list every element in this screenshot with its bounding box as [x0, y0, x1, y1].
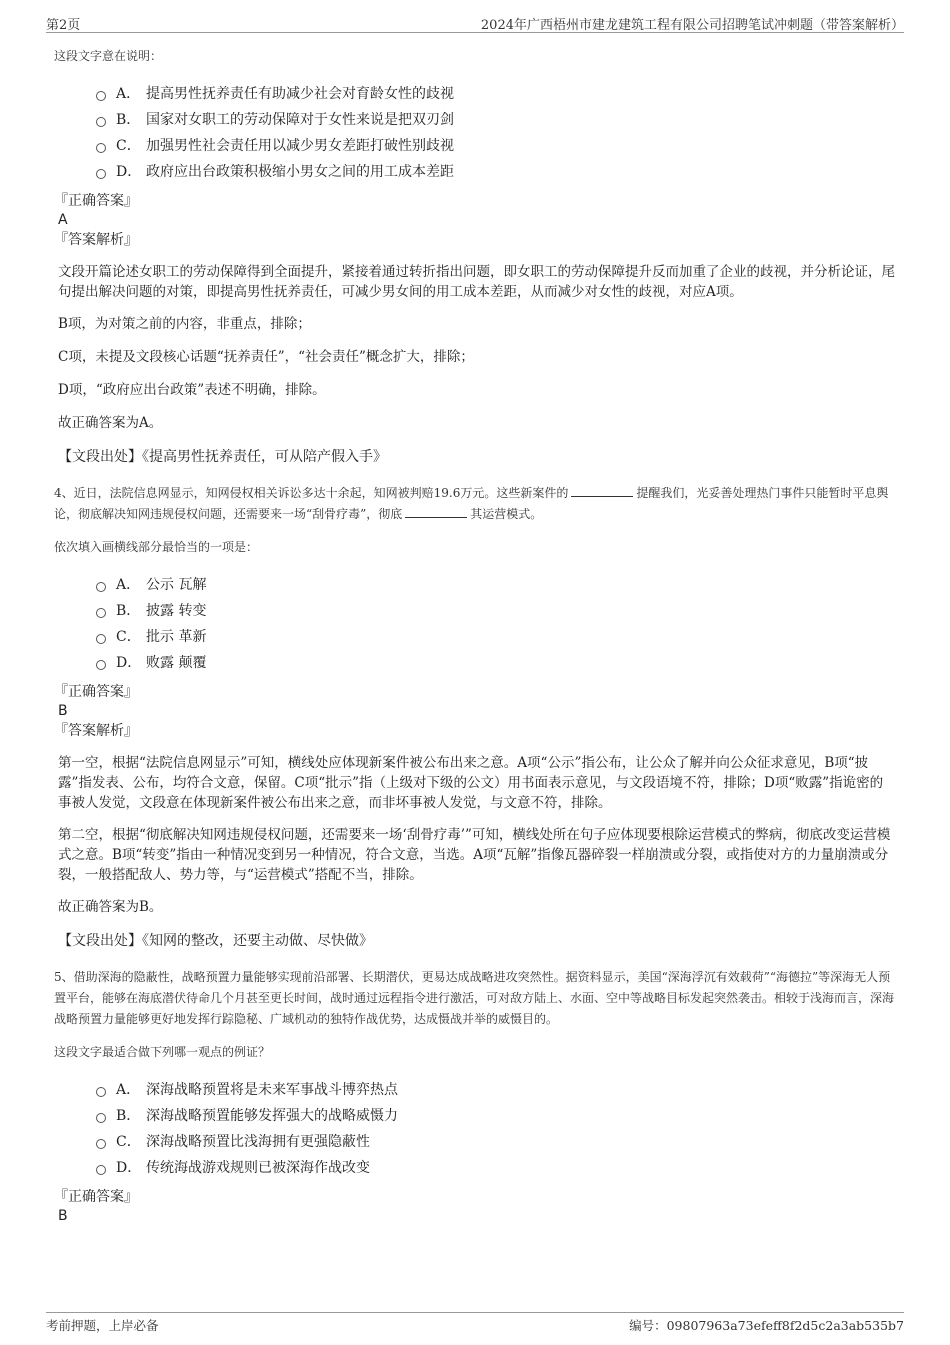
radio-icon[interactable] — [96, 634, 106, 644]
document-body — [54, 46, 896, 1226]
source-citation: 【文段出处】《提高男性抚养责任，可从陪产假入手》 — [58, 449, 387, 465]
option-b[interactable] — [96, 1103, 896, 1129]
blank-line — [571, 484, 633, 497]
option-a[interactable] — [96, 1077, 896, 1103]
option-letter: C． — [116, 1134, 141, 1150]
options-list — [54, 81, 896, 185]
option-d[interactable] — [96, 1155, 896, 1181]
option-letter: D． — [116, 164, 142, 180]
page-number: 第2页 — [46, 18, 81, 33]
footer-slogan: 考前押题，上岸必备 — [46, 1318, 159, 1333]
analysis-paragraph: C项，未提及文段核心话题“抚养责任”，“社会责任”概念扩大，排除； — [58, 349, 474, 365]
option-text: 传统海战游戏规则已被深海作战改变 — [146, 1160, 370, 1176]
question-prompt: 这段文字意在说明： — [54, 49, 163, 63]
analysis-paragraph: D项，“政府应出台政策”表述不明确，排除。 — [58, 382, 326, 398]
analysis-paragraph: 文段开篇论述女职工的劳动保障得到全面提升，紧接着通过转折指出问题，即女职工的劳动保障提升反而加重了企业的歧视，并分析论证，尾句提出解决问题的对策，即提高男性抚养责任，可减少男女间的用工成本差距，从而减少对女性的歧视，对应A项。 — [58, 264, 895, 300]
correct-answer: A — [58, 212, 68, 228]
analysis-paragraph: 故正确答案为A。 — [58, 415, 163, 431]
option-letter: D． — [116, 1160, 142, 1176]
blank-line — [405, 505, 467, 518]
document-title: 2024年广西梧州市建龙建筑工程有限公司招聘笔试冲刺题（带答案解析） — [480, 18, 904, 33]
option-letter: A． — [116, 1082, 141, 1098]
option-text: 深海战略预置能够发挥强大的战略威慑力 — [146, 1108, 398, 1124]
option-a[interactable] — [96, 81, 896, 107]
option-text: 深海战略预置将是未来军事战斗博弈热点 — [146, 1082, 398, 1098]
stem-part: 其运营模式。 — [470, 507, 543, 521]
radio-icon[interactable] — [96, 1113, 106, 1123]
question-4 — [54, 483, 896, 951]
correct-answer: B — [58, 1208, 68, 1224]
analysis-label: 『答案解析』 — [54, 723, 138, 739]
option-letter: D． — [116, 655, 142, 671]
stem-part: 提醒我们，光妥善处理热门事件只能暂时平息舆论，彻底解决知网违规侵权问题，还需要来一场“刮骨疗毒”，彻底 — [54, 486, 889, 521]
correct-answer: B — [58, 703, 68, 719]
option-text: 国家对女职工的劳动保障对于女性来说是把双刃剑 — [146, 112, 454, 128]
radio-icon[interactable] — [96, 608, 106, 618]
radio-icon[interactable] — [96, 169, 106, 179]
option-letter: A． — [116, 577, 141, 593]
option-d[interactable] — [96, 159, 896, 185]
option-text: 败露 颠覆 — [146, 655, 207, 671]
option-text: 提高男性抚养责任有助减少社会对育龄女性的歧视 — [146, 86, 454, 102]
question-stem — [54, 483, 896, 525]
page-footer — [46, 1312, 904, 1335]
radio-icon[interactable] — [96, 91, 106, 101]
option-d[interactable] — [96, 650, 896, 676]
radio-icon[interactable] — [96, 582, 106, 592]
analysis-paragraph: 故正确答案为B。 — [58, 899, 163, 915]
options-list — [54, 572, 896, 676]
question-prompt: 依次填入画横线部分最恰当的一项是： — [54, 540, 259, 554]
answer-label: 『正确答案』 — [54, 1189, 138, 1205]
analysis-paragraph: 第二空，根据“彻底解决知网违规侵权问题，还需要来一场‘刮骨疗毒’”可知，横线处所在句子应体现要根除运营模式的弊病，彻底改变运营模式之意。B项“转变”指由一种情况变到另一种情况，符合文意，当选。A项“瓦解”指像瓦器碎裂一样崩溃或分裂，或指使对方的力量崩溃或分裂，一般搭配敌人、势力等，与“运营模式”搭配不当，排除。 — [58, 827, 891, 883]
option-b[interactable] — [96, 598, 896, 624]
option-c[interactable] — [96, 133, 896, 159]
question-5 — [54, 967, 896, 1226]
analysis-paragraph: 第一空，根据“法院信息网显示”可知，横线处应体现新案件被公布出来之意。A项“公示”指公布，让公众了解并向公众征求意见，B项“披露”指发表、公布，均符合文意，保留。C项“批示”指（上级对下级的公文）用书面表示意见，与文段语境不符，排除；D项“败露”指诡密的事被人发觉，文段意在体现新案件被公布出来之意，而非坏事被人发觉，与文意不符，排除。 — [58, 755, 884, 811]
option-c[interactable] — [96, 1129, 896, 1155]
question-3 — [54, 46, 896, 467]
option-b[interactable] — [96, 107, 896, 133]
option-text: 政府应出台政策积极缩小男女之间的用工成本差距 — [146, 164, 454, 180]
page-header — [46, 12, 904, 33]
option-letter: C． — [116, 629, 141, 645]
option-letter: A． — [116, 86, 141, 102]
document-code: 编号：09807963a73efeff8f2d5c2a3ab535b7 — [629, 1318, 904, 1333]
option-text: 加强男性社会责任用以减少男女差距打破性别歧视 — [146, 138, 454, 154]
option-letter: B． — [116, 1108, 141, 1124]
option-text: 批示 革新 — [146, 629, 207, 645]
radio-icon[interactable] — [96, 1139, 106, 1149]
option-text: 公示 瓦解 — [146, 577, 207, 593]
options-list — [54, 1077, 896, 1181]
source-citation: 【文段出处】《知网的整改，还要主动做、尽快做》 — [58, 933, 373, 949]
analysis-paragraph: B项，为对策之前的内容，非重点，排除； — [58, 316, 311, 332]
option-text: 披露 转变 — [146, 603, 207, 619]
radio-icon[interactable] — [96, 660, 106, 670]
stem-part: 4、近日，法院信息网显示，知网侵权相关诉讼多达十余起，知网被判赔19.6万元。这些新案件的 — [54, 486, 569, 500]
answer-label: 『正确答案』 — [54, 684, 138, 700]
radio-icon[interactable] — [96, 117, 106, 127]
radio-icon[interactable] — [96, 1087, 106, 1097]
option-letter: B． — [116, 603, 141, 619]
option-a[interactable] — [96, 572, 896, 598]
answer-label: 『正确答案』 — [54, 193, 138, 209]
option-text: 深海战略预置比浅海拥有更强隐蔽性 — [146, 1134, 370, 1150]
radio-icon[interactable] — [96, 143, 106, 153]
question-stem: 5、借助深海的隐蔽性，战略预置力量能够实现前沿部署、长期潜伏，更易达成战略进攻突然性。据资料显示，美国“深海浮沉有效载荷”“海德拉”等深海无人预置平台，能够在海底潜伏待命几个月甚至更长时间，战时通过远程指令进行激活，可对敌方陆上、水面、空中等战略目标发起突然袭击。相较于浅海而言，深海战略预置力量能够更好地发挥行踪隐秘、广域机动的独特作战优势，达成慑战并举的威慑目的。 — [54, 970, 895, 1026]
option-letter: C． — [116, 138, 141, 154]
option-letter: B． — [116, 112, 141, 128]
radio-icon[interactable] — [96, 1165, 106, 1175]
analysis-label: 『答案解析』 — [54, 232, 138, 248]
question-prompt: 这段文字最适合做下列哪一观点的例证？ — [54, 1045, 271, 1059]
option-c[interactable] — [96, 624, 896, 650]
